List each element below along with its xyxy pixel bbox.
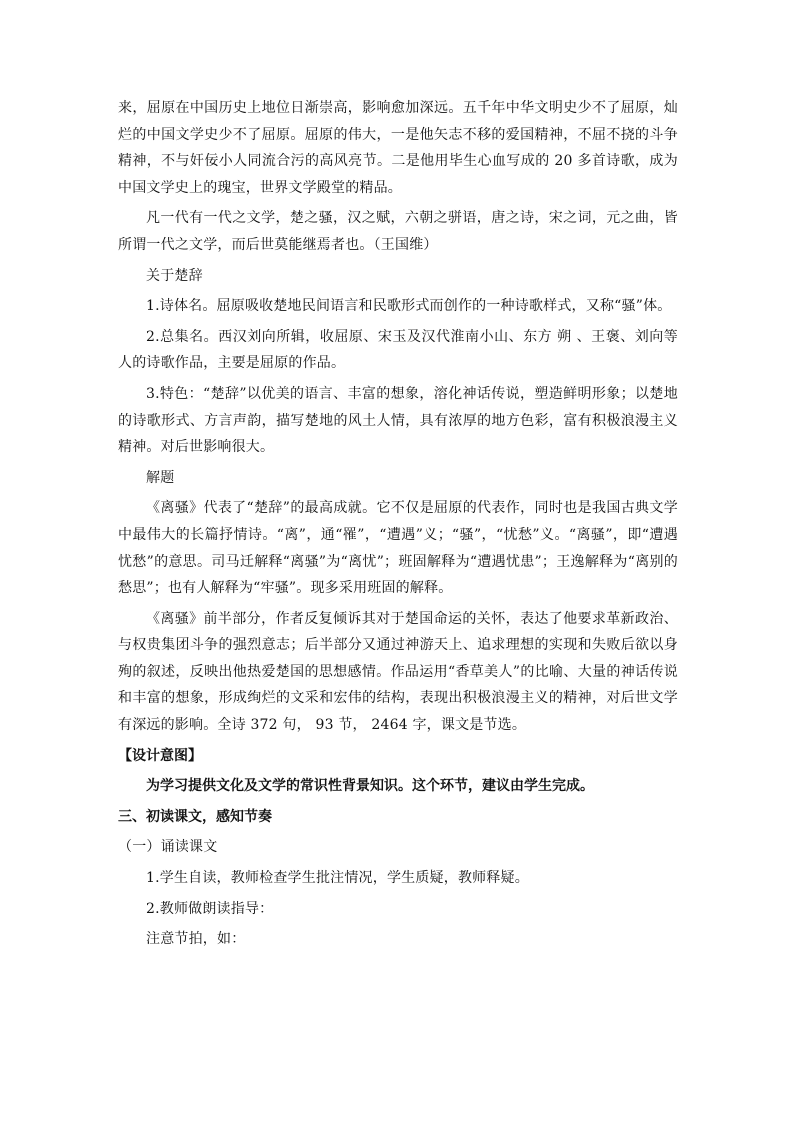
about-item-1: 1.诗体名。屈原吸收楚地民间语言和民歌形式而创作的一种诗歌样式，又称“骚”体。 <box>146 298 672 315</box>
step-1: 1.学生自读，教师检查学生批注情况，学生质疑，教师释疑。 <box>146 870 529 887</box>
note-rhythm: 注意节拍，如： <box>146 931 246 948</box>
paragraph-jieti-1: 《离骚》代表了“楚辞”的最高成就。它不仅是屈原的代表作，同时也是我国古典文学中最伟大的长篇抒情诗。“离”，通“罹”，“遭遇”义；“骚”，“忧愁”义。“离骚”，即“遭遇忧愁”的意思。司马迁解释“离骚”为“离忧”；班固解释为“遭遇忧患”；王逸解释为“离别的愁思”；也有人解释为“牢骚”。现多采用班固的解释。 <box>118 500 678 597</box>
paragraph-quyuan-greatness: 来，屈原在中国历史上地位日渐崇高，影响愈加深远。五千年中华文明史少不了屈原，灿烂的中国文学史少不了屈原。屈原的伟大，一是他矢志不移的爱国精神，不屈不挠的斗争精神，不与奸佞小人同流合污的高风亮节。二是他用毕生心血写成的 20 多首诗歌，成为中国文学史上的瑰宝，世界文学殿堂的精品。 <box>118 100 678 196</box>
heading-design-intent: 【设计意图】 <box>118 747 202 764</box>
paragraph-wang-guowei-quote: 凡一代有一代之文学，楚之骚，汉之赋，六朝之骈语，唐之诗，宋之词，元之曲，皆所谓一代之文学，而后世莫能继焉者也。（王国维） <box>118 210 678 253</box>
design-intent-body: 为学习提供文化及文学的常识性背景知识。这个环节，建议由学生完成。 <box>146 778 594 795</box>
heading-section-3: 三、初读课文，感知节奏 <box>118 808 272 825</box>
step-2: 2.教师做朗读指导： <box>146 900 274 917</box>
subtitle-about-chuci: 关于楚辞 <box>146 267 203 284</box>
subheading-recite: （一）诵读课文 <box>118 839 218 856</box>
about-item-2: 2.总集名。西汉刘向所辑，收屈原、宋玉及汉代淮南小山、东方 朔 、王褒、刘向等人的诗歌作品，主要是屈原的作品。 <box>118 328 678 372</box>
document-page <box>118 95 678 953</box>
subtitle-jieti: 解题 <box>146 469 175 486</box>
paragraph-jieti-2: 《离骚》前半部分，作者反复倾诉其对于楚国命运的关怀，表达了他要求革新政治、与权贵集团斗争的强烈意志；后半部分又通过神游天上、追求理想的实现和失败后欲以身殉的叙述，反映出他热爱楚国的思想感情。作品运用“香草美人”的比喻、大量的神话传说和丰富的想象，形成绚烂的文采和宏伟的结构，表现出积极浪漫主义的精神，对后世文学有深远的影响。全诗 372 句， 93 节， 2464 字，课文是节选。 <box>118 610 678 734</box>
about-item-3: 3.特色：“楚辞”以优美的语言、丰富的想象，溶化神话传说，塑造鲜明形象；以楚地的诗歌形式、方言声韵，描写楚地的风土人情，具有浓厚的地方色彩，富有积极浪漫主义精神。对后世影响很大。 <box>118 385 678 456</box>
